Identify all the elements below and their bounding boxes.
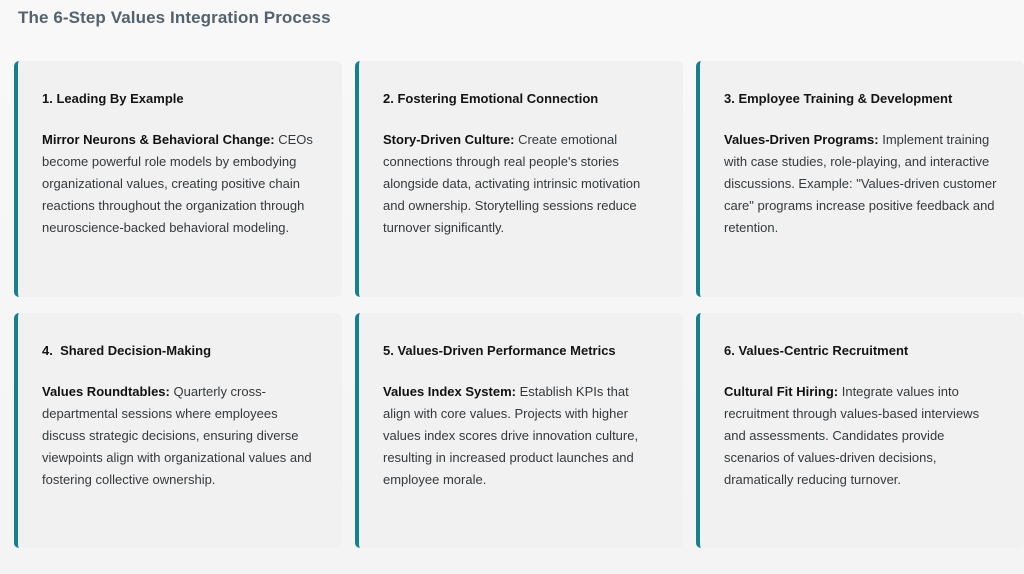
step-card-1[interactable]	[14, 61, 342, 297]
step-card-title: 2. Fostering Emotional Connection	[383, 91, 599, 106]
step-card-text: CEOs become powerful role models by embodying organizational values, creating positive chain reactions throughout the organization through neuroscience-backed behavioral modeling.	[42, 132, 313, 235]
step-card-lead: Values Roundtables:	[42, 383, 170, 399]
step-card-5[interactable]	[355, 313, 683, 549]
step-card-title: 1. Leading By Example	[42, 91, 184, 106]
step-card-text: Integrate values into recruitment through values-based interviews and assessments. Candidates provide scenarios of values-driven decisions, dramatically reducing turnover.	[724, 383, 980, 487]
step-card-text: Establish KPIs that align with core values. Projects with higher values index scores drive innovation culture, resulting in increased product launches and employee morale.	[383, 383, 639, 487]
step-card-lead: Mirror Neurons & Behavioral Change:	[42, 132, 275, 147]
step-card-body	[724, 129, 1000, 239]
steps-grid	[14, 61, 1024, 548]
step-card-lead: Cultural Fit Hiring:	[724, 383, 839, 399]
step-card-title: 6. Values-Centric Recruitment	[724, 342, 909, 358]
step-card-3[interactable]	[696, 61, 1024, 297]
step-card-2[interactable]	[355, 61, 683, 297]
step-card-title: 3. Employee Training & Development	[724, 91, 953, 106]
step-card-body	[383, 381, 659, 491]
step-card-text: Create emotional connections through real people's stories alongside data, activating intrinsic motivation and ownership. Storytelling sessions reduce turnover significantly.	[383, 132, 641, 235]
step-card-4[interactable]	[14, 313, 342, 549]
step-card-text: Implement training with case studies, role-playing, and interactive discussions. Example: "Values-driven customer care" programs increase positive feedback and retention.	[724, 132, 997, 235]
step-card-body	[42, 129, 318, 239]
step-card-lead: Story-Driven Culture:	[383, 132, 515, 147]
step-card-6[interactable]	[696, 313, 1024, 549]
step-card-body	[724, 381, 1000, 491]
step-card-lead: Values Index System:	[383, 383, 516, 399]
page-title: The 6-Step Values Integration Process	[18, 8, 331, 27]
step-card-lead: Values-Driven Programs:	[724, 132, 879, 147]
step-card-text: Quarterly cross-departmental sessions where employees discuss strategic decisions, ensuring diverse viewpoints align with organizational values and fostering collective ownership.	[42, 383, 312, 487]
step-card-body	[42, 381, 318, 491]
step-card-title: 4. Shared Decision-Making	[42, 342, 212, 358]
step-card-body	[383, 129, 659, 239]
step-card-title: 5. Values-Driven Performance Metrics	[383, 342, 616, 358]
